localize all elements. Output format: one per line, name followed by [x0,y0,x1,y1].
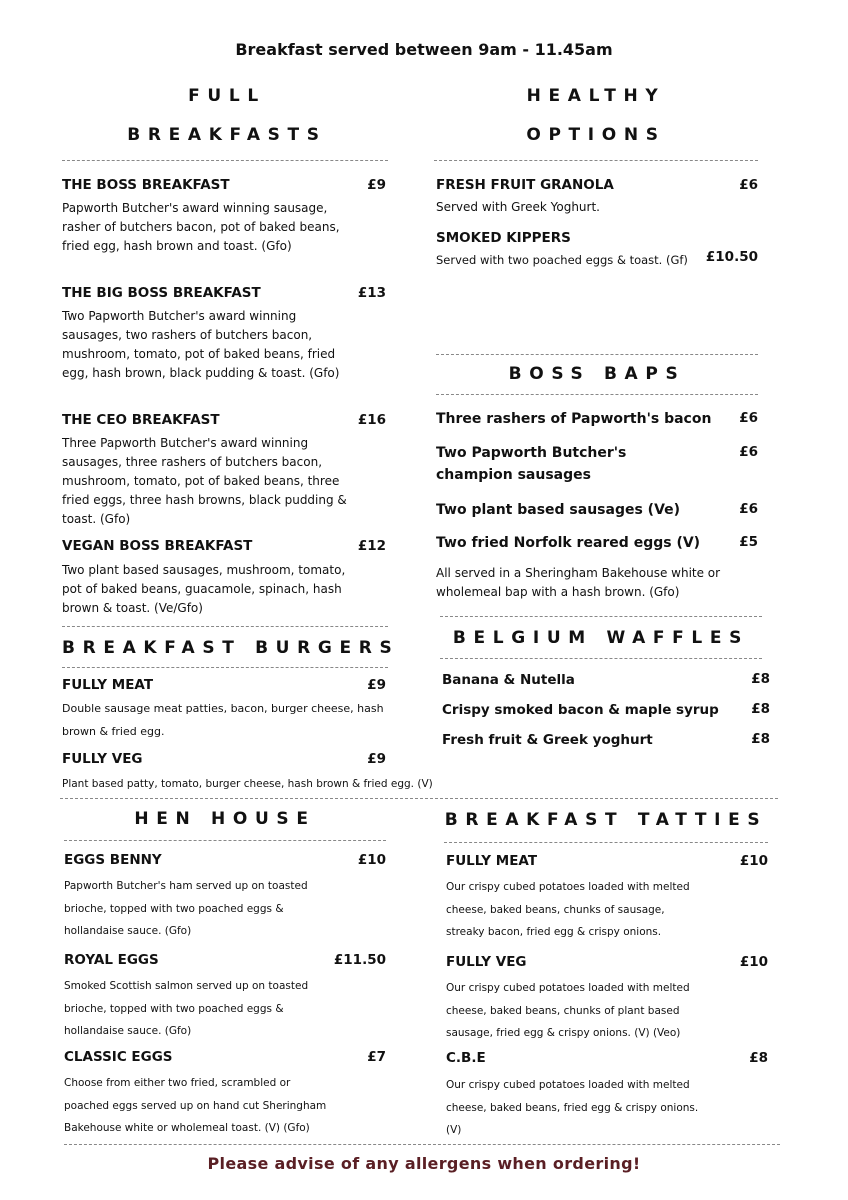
item-desc: Our crispy cubed potatoes loaded with melted cheese, baked beans, chunks of plant based sausage, fried egg & crispy onions. (V) (Veo) [446,982,690,1039]
item-price: £6 [739,177,758,193]
item-name: FULLY MEAT [62,677,154,693]
waffle-price: £8 [751,671,770,687]
divider [444,842,768,843]
item-name: FULLY VEG [446,954,527,970]
item-desc: Smoked Scottish salmon served up on toasted brioche, topped with two poached eggs & hollandaise sauce. (Gfo) [64,980,309,1037]
waffle-name: Crispy smoked bacon & maple syrup [442,702,719,718]
item-desc: Our crispy cubed potatoes loaded with melted cheese, baked beans, fried egg & crispy onions. (V) [446,1079,699,1136]
divider [436,394,758,395]
divider [434,160,758,161]
item-desc: Double sausage meat patties, bacon, burger cheese, hash brown & fried egg. [62,702,384,738]
item-desc: Papworth Butcher's ham served up on toasted brioche, topped with two poached eggs & hollandaise sauce. (Gfo) [64,880,308,937]
healthy-heading-line1: HEALTHY [526,86,666,106]
waffle-price: £8 [751,701,770,717]
item-desc: Choose from either two fried, scrambled or poached eggs served up on hand cut Sheringham Bakehouse white or wholemeal toast. (V) (Gfo) [64,1077,327,1134]
item-price: £9 [367,177,386,193]
item-price: £9 [367,677,386,693]
item-price: £8 [749,1050,768,1066]
item-price: £9 [367,751,386,767]
bap-price: £6 [739,444,758,460]
divider [64,840,386,841]
divider [440,658,762,659]
item-name: THE BOSS BREAKFAST [62,177,230,193]
item-desc: Plant based patty, tomato, burger cheese, hash brown & fried egg. (V) [62,778,433,790]
baps-heading: BOSS BAPS [508,364,686,384]
full-heading-line2: BREAKFASTS [127,125,327,145]
item-name: VEGAN BOSS BREAKFAST [62,538,253,554]
bap-price: £6 [739,410,758,426]
item-name: FULLY VEG [62,751,143,767]
item-price: £12 [357,538,386,554]
bap-name: Two fried Norfolk reared eggs (V) [436,535,701,551]
hen-heading: HEN HOUSE [134,809,316,829]
item-desc: Our crispy cubed potatoes loaded with melted cheese, baked beans, chunks of sausage, streaky bacon, fried egg & crispy onions. [446,881,690,938]
item-name: THE CEO BREAKFAST [62,412,220,428]
item-name: SMOKED KIPPERS [436,230,571,246]
section-divider [60,798,778,799]
healthy-heading-line2: OPTIONS [526,125,666,145]
divider [62,160,388,161]
item-name: EGGS BENNY [64,852,162,868]
divider [440,616,762,617]
item-name: FRESH FRUIT GRANOLA [436,177,614,193]
divider [62,667,388,668]
baps-note: All served in a Sheringham Bakehouse white or wholemeal bap with a hash brown. (Gfo) [436,566,721,599]
item-desc: Served with Greek Yoghurt. [436,200,600,214]
waffles-heading: BELGIUM WAFFLES [452,628,750,648]
item-price: £10.50 [705,249,758,265]
waffle-price: £8 [751,731,770,747]
divider [436,354,758,355]
item-price: £13 [357,285,386,301]
item-name: THE BIG BOSS BREAKFAST [62,285,261,301]
item-name: C.B.E [446,1050,486,1066]
full-heading-line1: FULL [188,86,266,106]
divider [62,626,388,627]
bap-price: £6 [739,501,758,517]
item-price: £10 [357,852,386,868]
bap-name: Three rashers of Papworth's bacon [436,411,712,427]
burgers-heading: BREAKFAST BURGERS [62,638,400,658]
tatties-heading: BREAKFAST TATTIES [444,810,768,830]
bap-name: Two plant based sausages (Ve) [436,502,681,518]
item-price: £16 [357,412,386,428]
item-price: £10 [739,954,768,970]
item-price: £10 [739,853,768,869]
allergen-footer: Please advise of any allergens when ordering! [207,1154,641,1173]
item-name: CLASSIC EGGS [64,1049,173,1065]
item-desc: Served with two poached eggs & toast. (Gf) [436,253,688,267]
item-desc: Three Papworth Butcher's award winning sausages, three rashers of butchers bacon, mushroom, tomato, pot of baked beans, three fried eggs, three hash browns, black pudding & toast. (Gfo) [62,436,347,526]
page-title: Breakfast served between 9am - 11.45am [235,40,613,59]
item-desc: Two plant based sausages, mushroom, tomato, pot of baked beans, guacamole, spinach, hash brown & toast. (Ve/Gfo) [62,563,346,615]
waffle-name: Fresh fruit & Greek yoghurt [442,732,653,748]
section-divider [64,1144,780,1145]
item-name: ROYAL EGGS [64,952,159,968]
bap-price: £5 [739,534,758,550]
bap-name: Two Papworth Butcher's champion sausages [436,445,627,483]
item-price: £7 [367,1049,386,1065]
item-price: £11.50 [333,952,386,968]
item-desc: Papworth Butcher's award winning sausage, rasher of butchers bacon, pot of baked beans, fried egg, hash brown and toast. (Gfo) [62,201,340,253]
item-desc: Two Papworth Butcher's award winning sausages, two rashers of butchers bacon, mushroom, tomato, pot of baked beans, fried egg, hash brown, black pudding & toast. (Gfo) [62,309,340,380]
item-name: FULLY MEAT [446,853,538,869]
waffle-name: Banana & Nutella [442,672,575,688]
